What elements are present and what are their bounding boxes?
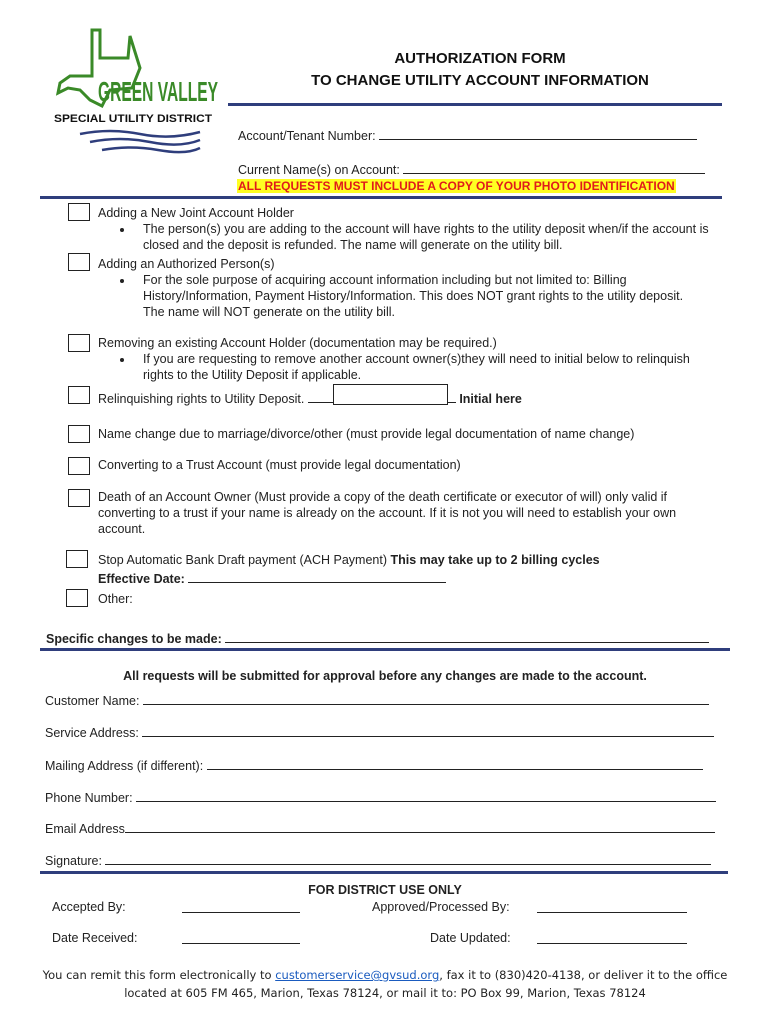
logo-line1: GREEN VALLEY: [98, 76, 219, 107]
accepted-by-field[interactable]: [182, 900, 300, 913]
account-number-field[interactable]: [379, 127, 697, 140]
death-label: Death of an Account Owner (Must provide a copy of the death certificate or executor of will) only valid if converting to a trust if your name is already on the account. If it is not you will need to establish your own account.: [98, 490, 677, 536]
current-names-row: [238, 161, 705, 177]
green-valley-logo: [50, 28, 230, 158]
signature-field[interactable]: [105, 852, 711, 865]
authorized-person-label: Adding an Authorized Person(s): [98, 257, 275, 271]
section-rule-top: [40, 196, 722, 199]
initial-here-label: Initial here: [459, 392, 522, 406]
footer-line1: [20, 968, 750, 982]
date-received-field[interactable]: [182, 931, 300, 944]
relinquish-row: [98, 390, 522, 406]
ach-note: This may take up to 2 billing cycles: [390, 553, 600, 567]
logo-line2: SPECIAL UTILITY DISTRICT: [54, 113, 213, 125]
approved-by-label: Approved/Processed By:: [372, 900, 510, 914]
customer-name-row: [45, 692, 709, 708]
signature-row: [45, 852, 711, 868]
bullet-icon: [120, 279, 124, 283]
service-address-row: [45, 724, 714, 740]
account-number-label: Account/Tenant Number:: [238, 129, 376, 143]
section-rule-middle: [40, 648, 730, 651]
customer-name-field[interactable]: [143, 692, 709, 705]
other-label: Other:: [98, 592, 133, 606]
phone-label: Phone Number:: [45, 791, 133, 805]
header-rule: [228, 103, 722, 106]
relinquish-label: Relinquishing rights to Utility Deposit.: [98, 392, 305, 406]
footer-text-before: You can remit this form electronically to: [42, 968, 272, 982]
other-checkbox[interactable]: [66, 589, 88, 607]
joint-holder-label: Adding a New Joint Account Holder: [98, 206, 294, 220]
phone-row: [45, 789, 716, 805]
joint-holder-checkbox[interactable]: [68, 203, 90, 221]
service-address-label: Service Address:: [45, 726, 139, 740]
footer-line2: located at 605 FM 465, Marion, Texas 78124, or mail it to: PO Box 99, Marion, Texas 78124: [124, 986, 646, 1000]
authorized-person-checkbox[interactable]: [68, 253, 90, 271]
approved-by-field[interactable]: [537, 900, 687, 913]
bullet-icon: [120, 358, 124, 362]
signature-label: Signature:: [45, 854, 102, 868]
form-title-line1: AUTHORIZATION FORM: [394, 50, 566, 67]
water-waves-icon: [80, 131, 200, 152]
service-address-field[interactable]: [142, 724, 714, 737]
current-names-field[interactable]: [403, 161, 705, 174]
name-change-checkbox[interactable]: [68, 425, 90, 443]
current-names-label: Current Name(s) on Account:: [238, 163, 400, 177]
specific-changes-label: Specific changes to be made:: [46, 632, 222, 646]
ach-label: Stop Automatic Bank Draft payment (ACH Payment): [98, 553, 388, 567]
specific-changes-row: [46, 630, 709, 646]
authorized-person-bullet: For the sole purpose of acquiring account information including but not limited to: Billing History/Information, Payment History/Information. This does NOT grant rights to the utility deposit. The name will NOT generate on the utility bill.: [143, 273, 684, 319]
email-field[interactable]: [125, 820, 715, 833]
remove-holder-bullet: If you are requesting to remove another account owner(s)they will need to initial below to relinquish rights to the Utility Deposit if applicable.: [143, 352, 690, 382]
mailing-address-label: Mailing Address (if different):: [45, 759, 204, 773]
effective-date-label: Effective Date:: [98, 572, 185, 586]
remove-holder-label: Removing an existing Account Holder (documentation may be required.): [98, 336, 497, 350]
date-updated-field[interactable]: [537, 931, 687, 944]
relinquish-checkbox[interactable]: [68, 386, 90, 404]
remove-holder-checkbox[interactable]: [68, 334, 90, 352]
ach-row: [98, 553, 600, 567]
footer-text-after: , fax it to (830)420-4138, or deliver it to the office: [439, 968, 728, 982]
trust-label: Converting to a Trust Account (must provide legal documentation): [98, 458, 461, 472]
date-received-label: Date Received:: [52, 931, 138, 945]
date-updated-label: Date Updated:: [430, 931, 511, 945]
specific-changes-field[interactable]: [225, 630, 709, 643]
initial-field[interactable]: [333, 384, 448, 405]
phone-field[interactable]: [136, 789, 716, 802]
photo-id-notice: ALL REQUESTS MUST INCLUDE A COPY OF YOUR PHOTO IDENTIFICATION: [238, 179, 675, 193]
photo-id-notice-row: [237, 179, 676, 193]
accepted-by-label: Accepted By:: [52, 900, 126, 914]
email-label: Email Address: [45, 822, 125, 836]
form-title-line2: TO CHANGE UTILITY ACCOUNT INFORMATION: [311, 72, 649, 89]
death-checkbox[interactable]: [68, 489, 90, 507]
ach-checkbox[interactable]: [66, 550, 88, 568]
district-use-heading: FOR DISTRICT USE ONLY: [308, 883, 462, 897]
name-change-label: Name change due to marriage/divorce/other (must provide legal documentation of name change): [98, 427, 635, 441]
customer-name-label: Customer Name:: [45, 694, 140, 708]
effective-date-row: [98, 570, 446, 586]
joint-holder-bullet: The person(s) you are adding to the account will have rights to the utility deposit when/if the account is closed and the deposit is refunded. The name will generate on the utility bill.: [143, 222, 709, 252]
email-row: [45, 820, 715, 836]
section-rule-bottom: [40, 871, 728, 874]
mailing-address-field[interactable]: [207, 757, 703, 770]
mailing-address-row: [45, 757, 703, 773]
customer-service-email-link[interactable]: customerservice@gvsud.org: [275, 968, 440, 982]
bullet-icon: [120, 228, 124, 232]
effective-date-field[interactable]: [188, 570, 446, 583]
approval-notice: All requests will be submitted for approval before any changes are made to the account.: [123, 669, 647, 683]
account-number-row: [238, 127, 697, 143]
trust-checkbox[interactable]: [68, 457, 90, 475]
